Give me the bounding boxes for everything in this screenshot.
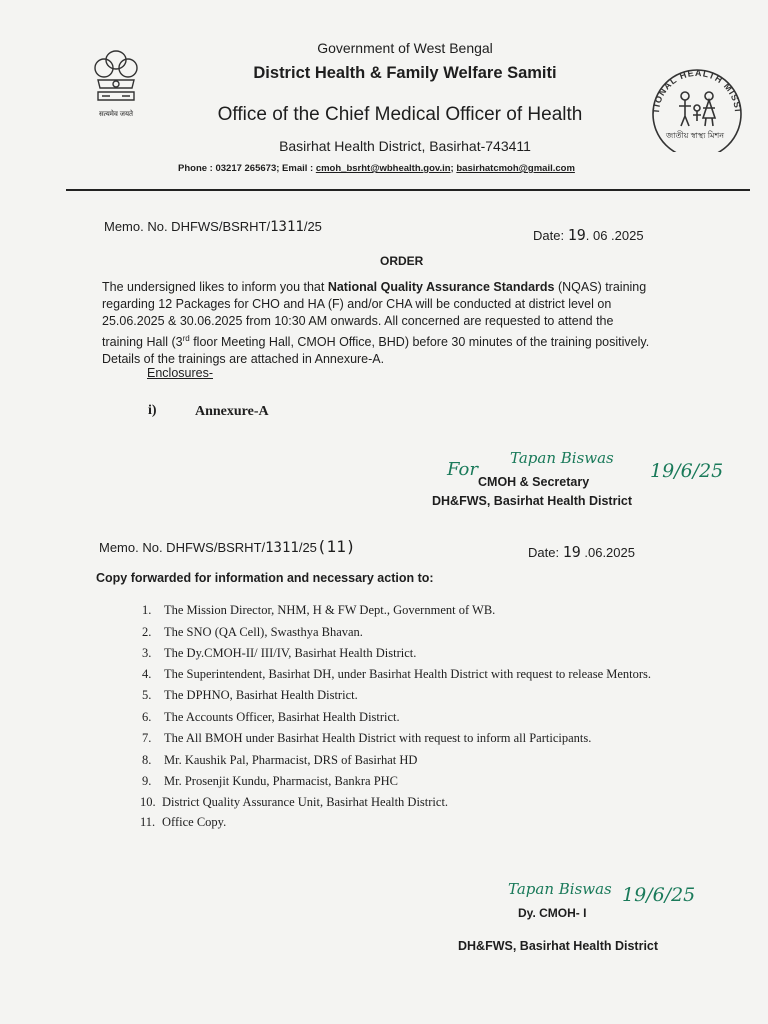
- copy-list-item: 11. Office Copy.: [140, 815, 227, 829]
- header-contact: [178, 163, 648, 174]
- memo2-prefix: Memo. No. DHFWS/BSRHT/: [99, 540, 266, 555]
- handwritten-date-2: 19/6/25: [622, 884, 696, 906]
- header-samiti: District Health & Family Welfare Samiti: [253, 64, 557, 82]
- memo-date: [533, 226, 644, 244]
- header-office: Office of the Chief Medical Officer of Health: [217, 104, 583, 125]
- enclosure-number: i): [148, 403, 157, 418]
- header-district: Basirhat Health District, Basirhat-743411: [279, 138, 531, 154]
- copy-list-item: 4. The Superintendent, Basirhat DH, under Basirhat Health District with request to release Mentors.: [142, 667, 652, 681]
- copy-list-item: 3. The Dy.CMOH-II/ III/IV, Basirhat Health District.: [142, 646, 417, 660]
- handwritten-for: For: [447, 459, 478, 480]
- sign2-designation: Dy. CMOH- I: [518, 906, 587, 920]
- memo-suffix: /25: [303, 219, 322, 234]
- copy-list-item: 8. Mr. Kaushik Pal, Pharmacist, DRS of Basirhat HD: [142, 753, 418, 767]
- memo2-handwritten-sub: (11): [316, 537, 356, 556]
- sign1-office: DH&FWS, Basirhat Health District: [432, 494, 633, 508]
- memo2-suffix: /25: [298, 540, 317, 555]
- date-label: Date:: [533, 228, 565, 243]
- handwritten-signature-2: Tapan Biswas: [508, 880, 612, 898]
- memo2-date: [528, 543, 635, 561]
- order-line-1: The undersigned likes to inform you that National Quality Assurance Standards (NQAS) training: [102, 280, 647, 294]
- svg-text:NATIONAL HEALTH MISSION: [641, 66, 743, 114]
- header-divider: [66, 189, 750, 191]
- copy-list-item: 10. District Quality Assurance Unit, Basirhat Health District.: [140, 795, 449, 809]
- date2-label: Date:: [528, 545, 560, 560]
- sign2-office: DH&FWS, Basirhat Health District: [458, 939, 659, 953]
- order-body: [102, 279, 649, 368]
- email-link-2[interactable]: basirhatcmoh@gmail.com: [456, 163, 575, 174]
- memo-number: [104, 219, 322, 235]
- date-rest: . 06 .2025: [585, 228, 644, 243]
- email-link-1[interactable]: cmoh_bsrht@wbhealth.gov.in: [315, 163, 451, 174]
- nqas-bold: National Quality Assurance Standards: [327, 280, 555, 294]
- copy-heading: Copy forwarded for information and necessary action to:: [96, 571, 434, 585]
- copy-list-item: 2. The SNO (QA Cell), Swasthya Bhavan.: [142, 625, 363, 639]
- copy-list-item: 9. Mr. Prosenjit Kundu, Pharmacist, Bankra PHC: [142, 774, 399, 788]
- copy-list-item: 7. The All BMOH under Basirhat Health District with request to inform all Participants.: [142, 731, 592, 745]
- header-government: Government of West Bengal: [317, 40, 493, 56]
- memo-prefix: Memo. No. DHFWS/BSRHT/: [104, 219, 271, 234]
- contact-separator: ;: [450, 163, 457, 174]
- order-line-5: Details of the trainings are attached in Annexure-A.: [102, 352, 385, 367]
- emblem-caption: सत्यमेव जयते: [98, 111, 134, 118]
- date2-rest: .06.2025: [580, 545, 635, 560]
- date2-handwritten-day: 19: [562, 543, 581, 561]
- memo-handwritten-number: 1311: [270, 219, 304, 235]
- order-title: ORDER: [380, 254, 424, 268]
- handwritten-date-1: 19/6/25: [650, 460, 724, 482]
- order-line-3: 25.06.2025 & 30.06.2025 from 10:30 AM onwards. All concerned are requested to attend the: [102, 314, 614, 328]
- date-handwritten-day: 19: [567, 226, 586, 244]
- handwritten-signature-1: Tapan Biswas: [510, 449, 614, 467]
- contact-phone: Phone : 03217 265673; Email :: [178, 163, 316, 174]
- order-line-4: training Hall (3rd floor Meeting Hall, CMOH Office, BHD) before 30 minutes of the training positively.: [102, 334, 650, 350]
- memo2-handwritten-number: 1311: [265, 540, 299, 556]
- seal-ring-text: TIONAL HEALTH MISSI: [650, 67, 743, 115]
- copy-list-item: 5. The DPHNO, Basirhat Health District.: [142, 688, 358, 702]
- sign1-designation: CMOH & Secretary: [478, 475, 590, 489]
- order-line-2: regarding 12 Packages for CHO and HA (F) and/or CHA will be conducted at district level on: [102, 297, 612, 311]
- memo2-number: [99, 537, 355, 556]
- seal-caption: জাতীয় স্বাস্থ্য মিশন: [666, 131, 724, 140]
- enclosure-annexure: Annexure-A: [195, 404, 269, 419]
- copy-list-item: 1. The Mission Director, NHM, H & FW Dept., Government of WB.: [142, 603, 496, 617]
- enclosures-label: Enclosures-: [147, 366, 213, 380]
- copy-list-item: 6. The Accounts Officer, Basirhat Health District.: [142, 710, 400, 724]
